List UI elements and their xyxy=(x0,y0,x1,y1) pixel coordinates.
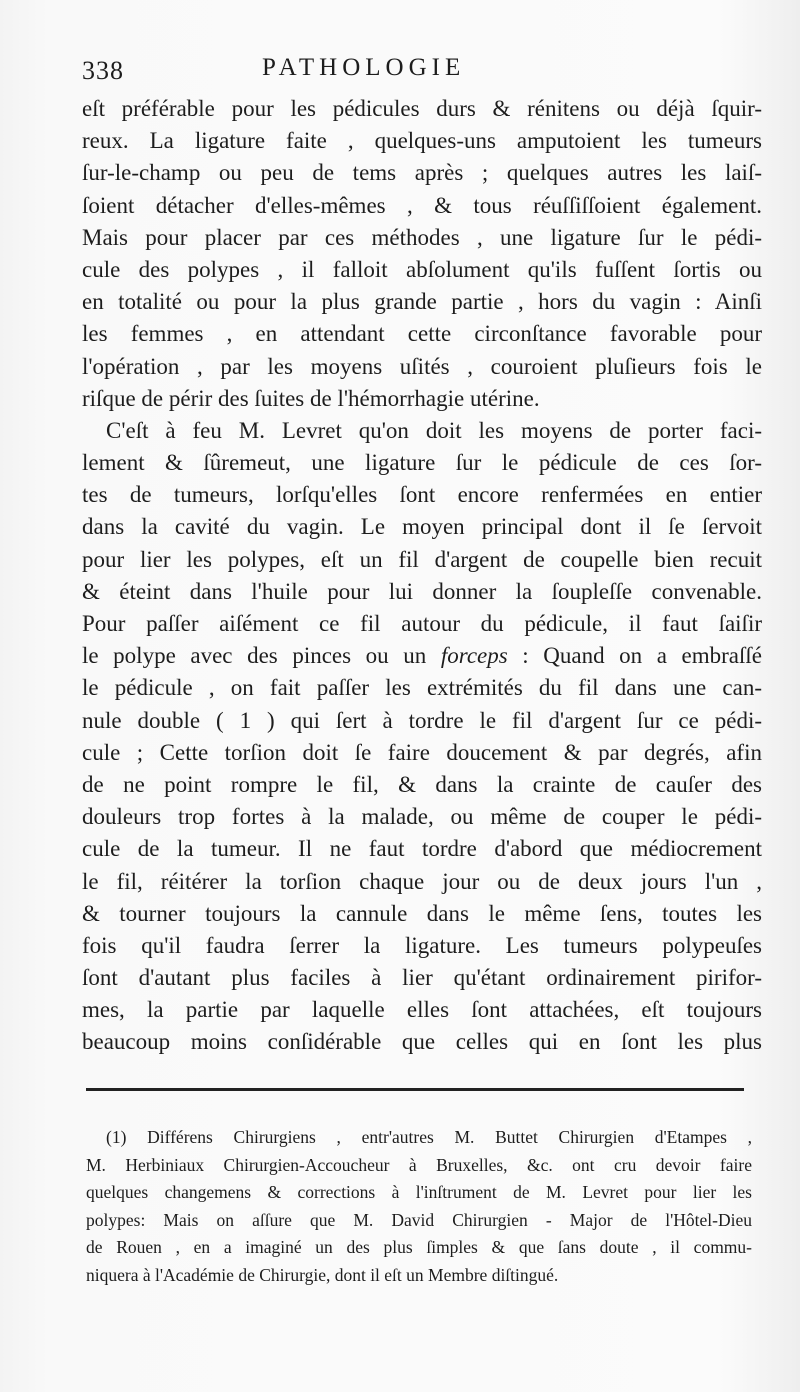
text-line: cule ; Cette torſion doit ſe faire doucement & par degrés, afin xyxy=(82,739,762,765)
footnote-divider xyxy=(86,1088,744,1091)
text-line: Mais pour placer par ces méthodes , une ligature ſur le pédi- xyxy=(82,224,762,250)
footnote-line: de Rouen , en a imaginé un des plus ſimples & que ſans doute , il commu- xyxy=(86,1237,752,1258)
text-line: tes de tumeurs, lorſqu'elles ſont encore renfermées en entier xyxy=(82,482,762,508)
text-line: les femmes , en attendant cette circonſtance favorable pour xyxy=(82,321,762,347)
page-number: 338 xyxy=(82,56,124,85)
text-line: cule des polypes , il falloit abſolument qu'ils fuſſent ſortis ou xyxy=(82,256,762,282)
text-line: Pour paſſer aiſément ce fil autour du pédicule, il faut ſaiſir xyxy=(82,611,762,636)
text-line: dans la cavité du vagin. Le moyen principal dont il ſe ſervoit xyxy=(82,514,762,540)
text-line: le fil, réitérer la torſion chaque jour ou de deux jours l'un , xyxy=(82,868,762,894)
footnote-line: niquera à l'Académie de Chirurgie, dont il eſt un Membre diſtingué. xyxy=(86,1264,559,1285)
text-line: nule double ( 1 ) qui ſert à tordre le fil d'argent ſur ce pédi- xyxy=(82,707,762,733)
text-line: pour lier les polypes, eſt un fil d'argent de coupelle bien recuit xyxy=(82,546,762,572)
text-line-paragraph-end: riſque de périr des ſuites de l'hémorrhagie utérine. xyxy=(82,385,540,411)
footnote-line: quelques changemens & corrections à l'inſtrument de M. Levret pour lier les xyxy=(86,1182,752,1203)
text-line: l'opération , par les moyens uſités , couroient pluſieurs fois le xyxy=(82,353,762,379)
page-header xyxy=(82,52,762,88)
text-line: de ne point rompre le fil, & dans la crainte de cauſer des xyxy=(82,771,762,797)
text-line: beaucoup moins conſidérable que celles qui en ſont les plus xyxy=(82,1029,762,1055)
text-line: en totalité ou pour la plus grande partie , hors du vagin : Ainſi xyxy=(82,289,762,315)
text-line: ſont d'autant plus faciles à lier qu'étant ordinairement pirifor- xyxy=(82,965,762,991)
text-line: reux. La ligature faite , quelques-uns amputoient les tumeurs xyxy=(82,128,762,154)
text-line-paragraph-start: C'eſt à feu M. Levret qu'on doit les moyens de porter faci- xyxy=(106,417,762,443)
text-line: lement & ſûremeut, une ligature ſur le pédicule de ces ſor- xyxy=(82,450,762,476)
footnote-line: M. Herbiniaux Chirurgien-Accoucheur à Bruxelles, &c. ont cru devoir faire xyxy=(86,1154,752,1175)
text-line: ſur-le-champ ou peu de tems après ; quelques autres les laiſ- xyxy=(82,160,762,186)
footnote-line: polypes: Mais on aſſure que M. David Chirurgien - Major de l'Hôtel-Dieu xyxy=(86,1209,752,1230)
text-line: le pédicule , on fait paſſer les extrémités du fil dans une can- xyxy=(82,675,762,701)
text-line: eſt préférable pour les pédicules durs & rénitens ou déjà ſquir- xyxy=(82,96,762,121)
text-line: mes, la partie par laquelle elles ſont attachées, eſt toujours xyxy=(82,997,762,1023)
text-line: douleurs trop fortes à la malade, ou même de couper le pédi- xyxy=(82,804,762,830)
footnote-line: (1) Différens Chirurgiens , entr'autres M. Buttet Chirurgien d'Etampes , xyxy=(106,1127,752,1147)
footnote xyxy=(86,1124,752,1290)
text-line: & tourner toujours la cannule dans le même ſens, toutes les xyxy=(82,900,762,926)
text-line: ſoient détacher d'elles-mêmes , & tous réuſſiſſoient également. xyxy=(82,192,762,218)
running-head: PATHOLOGIE xyxy=(262,54,466,81)
text-line: cule de la tumeur. Il ne faut tordre d'abord que médiocrement xyxy=(82,836,762,862)
text-line: & éteint dans l'huile pour lui donner la ſoupleſſe convenable. xyxy=(82,578,762,604)
body-text xyxy=(82,93,762,1059)
text-line: fois qu'il faudra ſerrer la ligature. Les tumeurs polypeuſes xyxy=(82,932,762,958)
text-line: le polype avec des pinces ou un forceps : Quand on a embraſſé xyxy=(82,643,762,669)
